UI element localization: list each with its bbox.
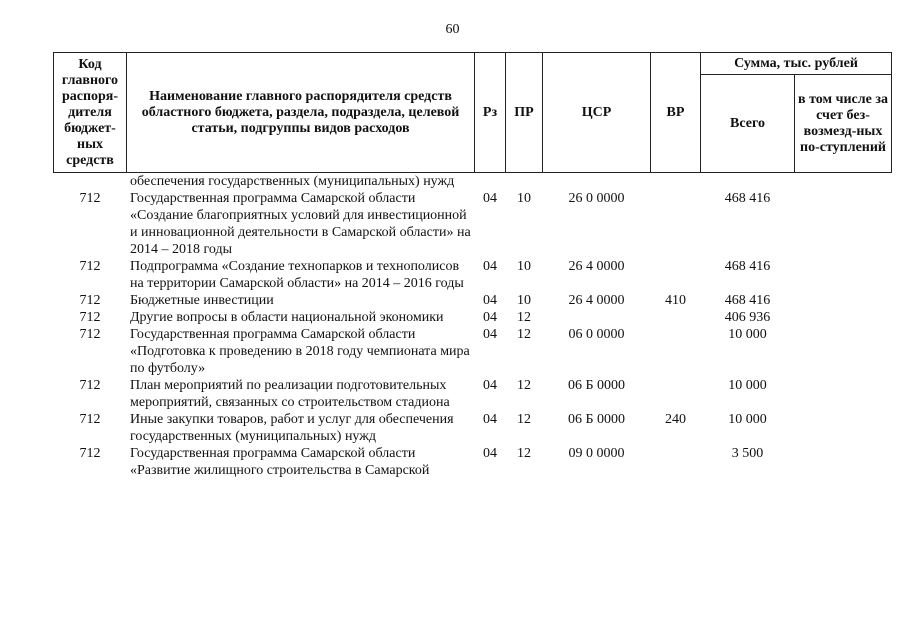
cell-name: Иные закупки товаров, работ и услуг для обеспечения государственных (муниципальных) нужд [127, 411, 475, 445]
cell-pr: 12 [506, 377, 543, 411]
cell-vr: 410 [651, 292, 701, 309]
cell-name: План мероприятий по реализации подготовительных мероприятий, связанных со строительством стадиона [127, 377, 475, 411]
cell-vr [651, 258, 701, 292]
cell-name: Государственная программа Самарской области «Создание благоприятных условий для инвестиционной и инновационной деятельности в Самарской области» на 2014 – 2018 годы [127, 190, 475, 258]
table-row [54, 377, 892, 411]
cell-gratuitous [795, 377, 892, 411]
header-total: Всего [701, 75, 795, 173]
cell-name: Бюджетные инвестиции [127, 292, 475, 309]
cell-code: 712 [54, 292, 127, 309]
header-rz: Рз [475, 53, 506, 173]
cell-total: 468 416 [701, 258, 795, 292]
cell-rz: 04 [475, 411, 506, 445]
header-pr: ПР [506, 53, 543, 173]
cell-total: 3 500 [701, 445, 795, 479]
header-csr: ЦСР [543, 53, 651, 173]
cell-rz: 04 [475, 258, 506, 292]
cell-total: 10 000 [701, 326, 795, 377]
header-sum: Сумма, тыс. рублей [701, 53, 892, 75]
cell-code: 712 [54, 445, 127, 479]
table-row [54, 411, 892, 445]
cell-total: 406 936 [701, 309, 795, 326]
cell-gratuitous [795, 190, 892, 258]
cell-vr [651, 309, 701, 326]
page-number: 60 [445, 22, 460, 37]
cell-csr: 26 4 0000 [543, 258, 651, 292]
cell-rz: 04 [475, 190, 506, 258]
table-row [54, 326, 892, 377]
header-vr: ВР [651, 53, 701, 173]
table-row [54, 292, 892, 309]
header-name: Наименование главного распорядителя средств областного бюджета, раздела, подраздела, целевой статьи, подгруппы видов расходов [127, 53, 475, 173]
cell-gratuitous [795, 445, 892, 479]
continuation-text: обеспечения государственных (муниципальных) нужд [127, 173, 475, 191]
cell-csr: 09 0 0000 [543, 445, 651, 479]
cell-code: 712 [54, 326, 127, 377]
cell-pr: 12 [506, 445, 543, 479]
cell-name: Другие вопросы в области национальной экономики [127, 309, 475, 326]
cell-code: 712 [54, 309, 127, 326]
cell-csr: 26 4 0000 [543, 292, 651, 309]
cell-vr [651, 190, 701, 258]
cell-total: 468 416 [701, 190, 795, 258]
cell-code: 712 [54, 377, 127, 411]
cell-rz: 04 [475, 326, 506, 377]
cell-pr: 12 [506, 411, 543, 445]
cell-name: Подпрограмма «Создание технопарков и технополисов на территории Самарской области» на 2014 – 2016 годы [127, 258, 475, 292]
cell-csr: 06 Б 0000 [543, 411, 651, 445]
cell-csr: 06 Б 0000 [543, 377, 651, 411]
header-gratuitous: в том числе за счет без-возмезд-ных по-ступлений [795, 75, 892, 173]
cell-name: Государственная программа Самарской области «Развитие жилищного строительства в Самарской [127, 445, 475, 479]
cell-total: 10 000 [701, 377, 795, 411]
cell-vr [651, 445, 701, 479]
header-code: Код главного распоря-дителя бюджет-ных средств [54, 53, 127, 173]
cell-pr: 10 [506, 190, 543, 258]
cell-pr: 12 [506, 326, 543, 377]
cell-gratuitous [795, 326, 892, 377]
cell-name: Государственная программа Самарской области «Подготовка к проведению в 2018 году чемпионата мира по футболу» [127, 326, 475, 377]
cell-rz: 04 [475, 445, 506, 479]
cell-gratuitous [795, 292, 892, 309]
table-row [54, 445, 892, 479]
cell-code: 712 [54, 411, 127, 445]
cell-gratuitous [795, 258, 892, 292]
cell-pr: 10 [506, 292, 543, 309]
cell-pr: 12 [506, 309, 543, 326]
cell-total: 468 416 [701, 292, 795, 309]
table-row [54, 258, 892, 292]
table-row [54, 309, 892, 326]
cell-gratuitous [795, 309, 892, 326]
cell-rz: 04 [475, 377, 506, 411]
budget-table [53, 52, 892, 479]
cell-rz: 04 [475, 292, 506, 309]
cell-code: 712 [54, 190, 127, 258]
cell-csr: 06 0 0000 [543, 326, 651, 377]
cell-gratuitous [795, 411, 892, 445]
cell-vr: 240 [651, 411, 701, 445]
cell-total: 10 000 [701, 411, 795, 445]
cell-vr [651, 326, 701, 377]
cell-pr: 10 [506, 258, 543, 292]
table-row [54, 190, 892, 258]
cell-code: 712 [54, 258, 127, 292]
cell-rz: 04 [475, 309, 506, 326]
cell-vr [651, 377, 701, 411]
cell-csr: 26 0 0000 [543, 190, 651, 258]
cell-csr [543, 309, 651, 326]
